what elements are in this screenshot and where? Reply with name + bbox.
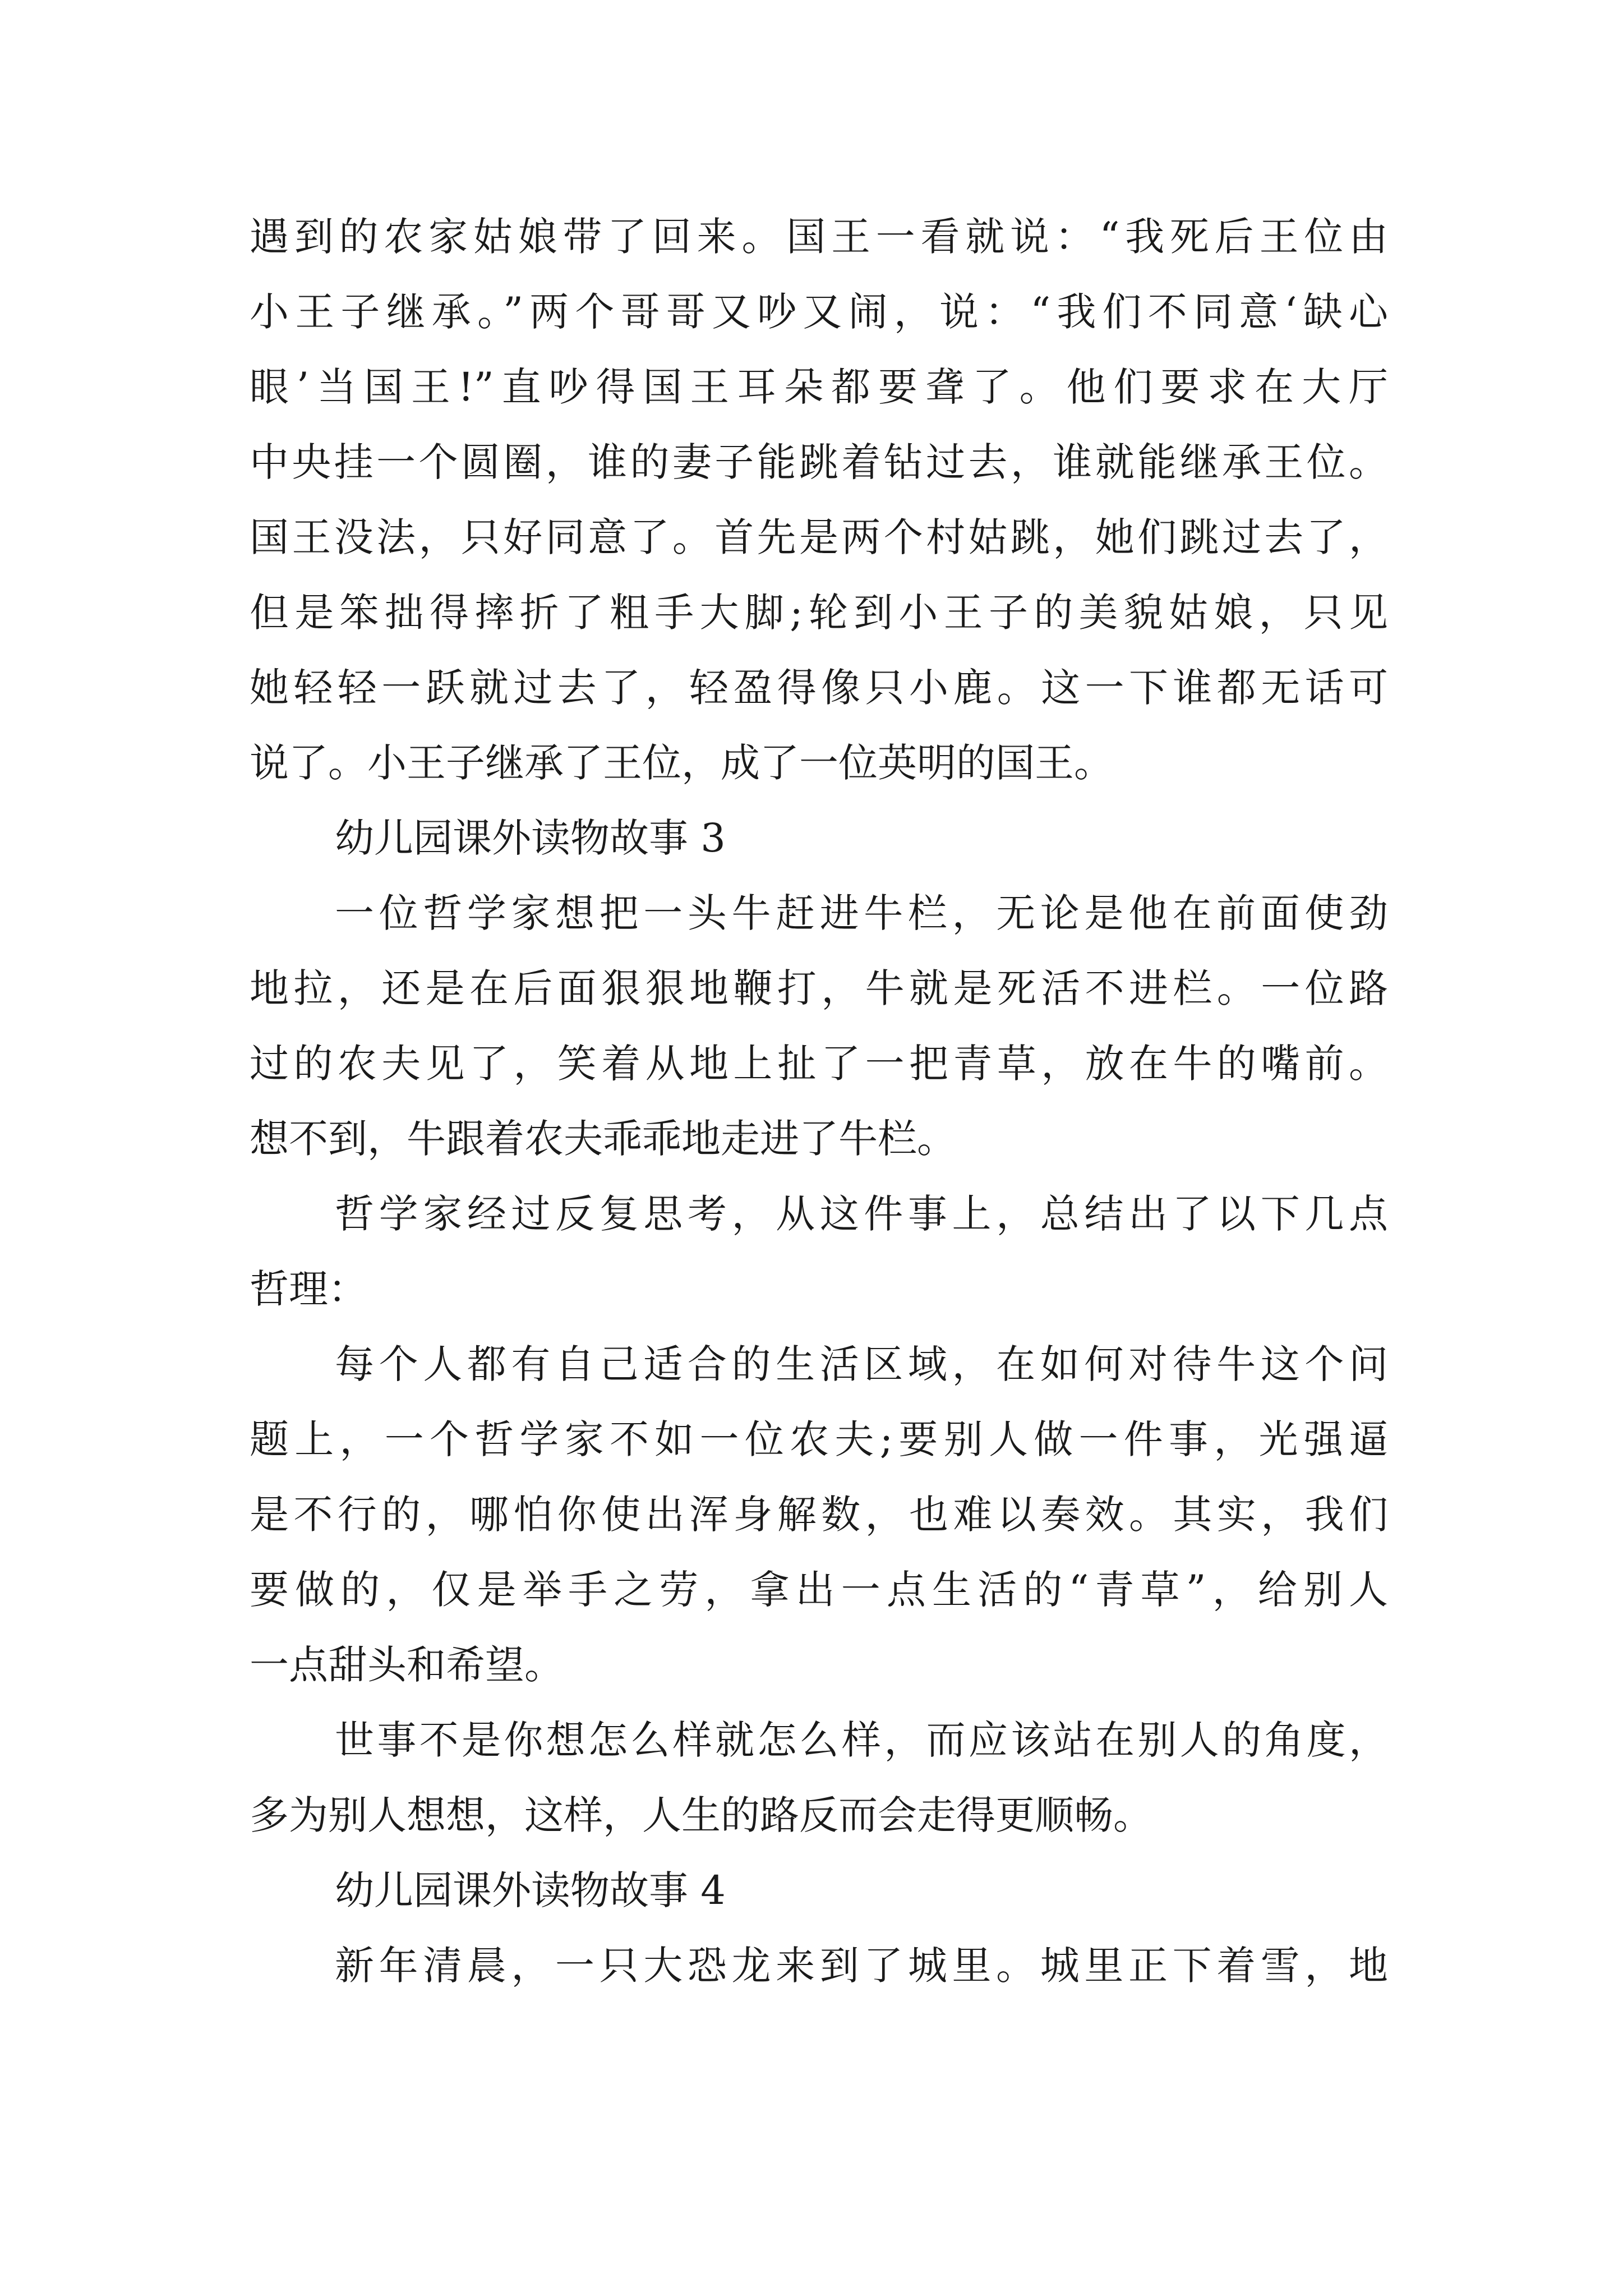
text-line: 过的农夫见了，笑着从地上扯了一把青草，放在牛的嘴前。: [250, 1041, 1388, 1087]
text-line: 一点甜头和希望。: [250, 1642, 564, 1688]
text-line: 题上，一个哲学家不如一位农夫;要别人做一件事，光强逼: [250, 1416, 1388, 1462]
text-line: 眼’当国王!”直吵得国王耳朵都要聋了。他们要求在大厅: [250, 364, 1388, 410]
text-line: 世事不是你想怎么样就怎么样，而应该站在别人的角度，: [335, 1717, 1388, 1763]
text-line: 地拉，还是在后面狠狠地鞭打，牛就是死活不进栏。一位路: [250, 965, 1388, 1011]
text-line: 国王没法，只好同意了。首先是两个村姑跳，她们跳过去了，: [250, 514, 1388, 560]
text-line: 每个人都有自己适合的生活区域，在如何对待牛这个问: [335, 1341, 1388, 1387]
text-line: 多为别人想想，这样，人生的路反而会走得更顺畅。: [250, 1792, 1152, 1838]
text-line: 说了。小王子继承了王位，成了一位英明的国王。: [250, 740, 1113, 786]
text-line: 她轻轻一跃就过去了，轻盈得像只小鹿。这一下谁都无话可: [250, 665, 1388, 711]
section-heading: 幼儿园课外读物故事 4: [335, 1867, 726, 1913]
text-line: 一位哲学家想把一头牛赶进牛栏，无论是他在前面使劲: [335, 890, 1388, 936]
text-line: 是不行的，哪怕你使出浑身解数，也难以奏效。其实，我们: [250, 1492, 1388, 1538]
section-heading: 幼儿园课外读物故事 3: [335, 815, 726, 861]
text-line: 哲理：: [250, 1266, 367, 1312]
text-line: 想不到，牛跟着农夫乖乖地走进了牛栏。: [250, 1116, 956, 1162]
text-line: 新年清晨，一只大恐龙来到了城里。城里正下着雪，地: [335, 1943, 1388, 1989]
text-line: 但是笨拙得摔折了粗手大脚;轮到小王子的美貌姑娘，只见: [250, 590, 1388, 636]
text-line: 哲学家经过反复思考，从这件事上，总结出了以下几点: [335, 1191, 1388, 1237]
text-line: 要做的，仅是举手之劳，拿出一点生活的“青草”，给别人: [250, 1567, 1388, 1613]
text-line: 中央挂一个圆圈，谁的妻子能跳着钻过去，谁就能继承王位。: [250, 439, 1388, 485]
text-line: 小王子继承。”两个哥哥又吵又闹，说：“我们不同意‘缺心: [250, 289, 1388, 335]
text-line: 遇到的农家姑娘带了回来。国王一看就说：“我死后王位由: [250, 214, 1388, 260]
